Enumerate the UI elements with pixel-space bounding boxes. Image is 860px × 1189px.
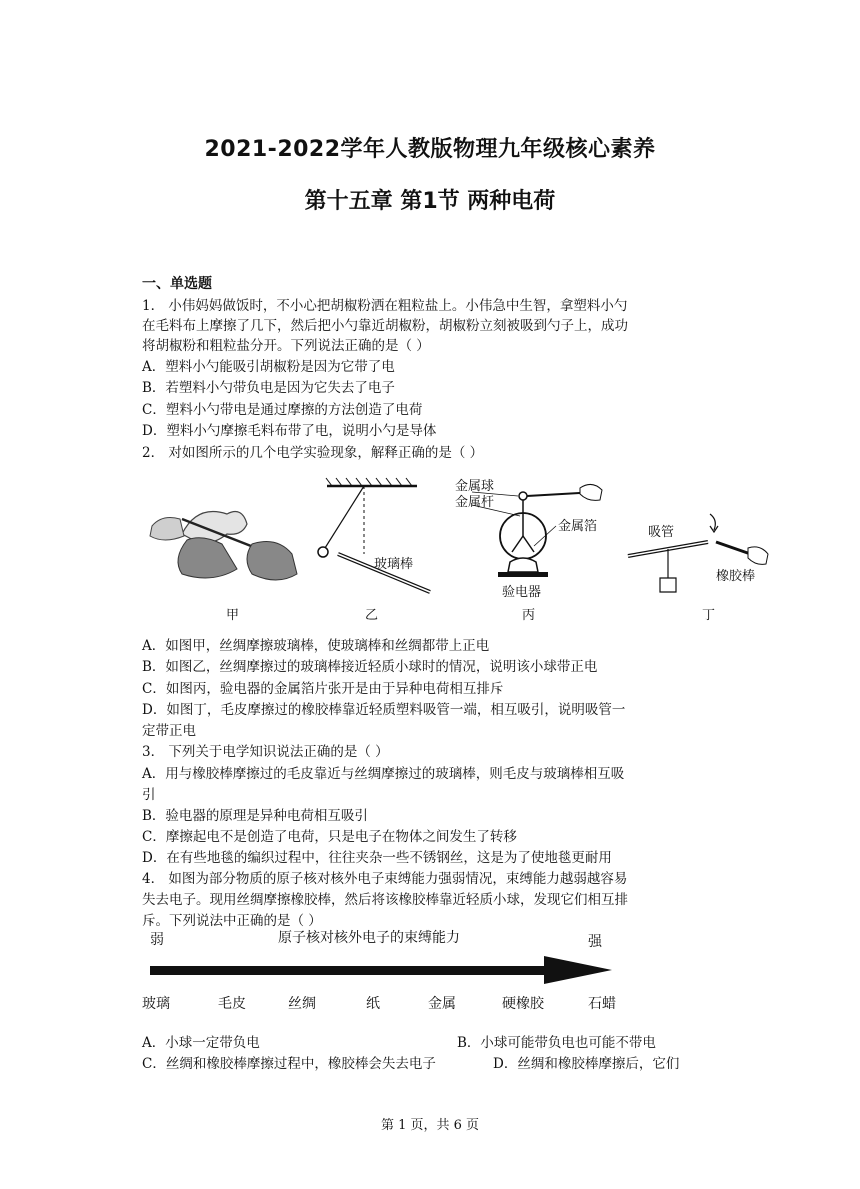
binding-strength-figure <box>142 924 642 1012</box>
document-title: 2021-2022学年人教版物理九年级核心素养 <box>204 137 656 162</box>
label-metal-rod: 金属杆 <box>455 495 495 510</box>
q4-option-d: D．丝绸和橡胶棒摩擦后，它们 <box>493 1056 680 1072</box>
q3-option-c: C．摩擦起电不是创造了电荷，只是电子在物体之间发生了转移 <box>142 829 517 845</box>
label-weak: 弱 <box>150 932 164 948</box>
figure-ding <box>628 514 768 623</box>
label-rubber-rod: 橡胶棒 <box>716 569 756 584</box>
q3-option-a-line-2: 引 <box>142 787 156 803</box>
q2-option-c: C．如图丙，验电器的金属箔片张开是由于异种电荷相互排斥 <box>142 681 504 697</box>
q3-option-a-line-1: A．用与橡胶棒摩擦过的毛皮靠近与丝绸摩擦过的玻璃棒，则毛皮与玻璃棒相互吸 <box>142 766 625 782</box>
q2-experiment-figure <box>142 474 782 626</box>
label-electroscope: 验电器 <box>502 585 542 600</box>
caption-bing: 丙 <box>522 608 536 623</box>
label-straw: 吸管 <box>648 525 675 540</box>
q2-option-a: A．如图甲，丝绸摩擦玻璃棒，使玻璃棒和丝绸都带上正电 <box>142 638 490 654</box>
material-label: 玻璃 <box>142 996 170 1012</box>
label-strong: 强 <box>588 934 602 950</box>
label-metal-ball: 金属球 <box>455 479 495 494</box>
q1-stem-line-1: 1． 小伟妈妈做饭时，不小心把胡椒粉洒在粗粒盐上。小伟急中生智，拿塑料小勺 <box>142 298 628 314</box>
q3-option-d: D．在有些地毯的编织过程中，往往夹杂一些不锈钢丝，这是为了使地毯更耐用 <box>142 850 612 866</box>
q1-stem-line-2: 在毛料布上摩擦了几下，然后把小勺靠近胡椒粉，胡椒粉立刻被吸到勺子上，成功 <box>142 318 628 334</box>
q4-stem-line-2: 失去电子。现用丝绸摩擦橡胶棒，然后将该橡胶棒靠近轻质小球，发现它们相互排 <box>142 892 628 908</box>
figure-jia <box>150 512 297 624</box>
q1-option-c: C．塑料小勺带电是通过摩擦的方法创造了电荷 <box>142 402 423 418</box>
q1-option-d: D．塑料小勺摩擦毛料布带了电，说明小勺是导体 <box>142 423 437 439</box>
q1-option-a: A．塑料小勺能吸引胡椒粉是因为它带了电 <box>142 359 395 375</box>
caption-yi: 乙 <box>365 608 379 623</box>
material-label: 金属 <box>428 996 456 1012</box>
page-footer: 第 1 页，共 6 页 <box>380 1118 480 1133</box>
materials-row <box>142 995 616 1012</box>
q4-stem-line-3: 斥。下列说法中正确的是（ ） <box>142 913 322 929</box>
q2-option-b: B．如图乙，丝绸摩擦过的玻璃棒接近轻质小球时的情况，说明该小球带正电 <box>142 659 598 675</box>
q2-option-d-line-1: D．如图丁，毛皮摩擦过的橡胶棒靠近轻质塑料吸管一端，相互吸引，说明吸管一 <box>142 702 626 718</box>
material-label: 硬橡胶 <box>502 996 544 1012</box>
q3-option-b: B．验电器的原理是异种电荷相互吸引 <box>142 808 368 824</box>
q3-stem: 3． 下列关于电学知识说法正确的是（ ） <box>142 744 389 760</box>
material-label: 毛皮 <box>218 996 246 1012</box>
q1-stem-line-3: 将胡椒粉和粗粒盐分开。下列说法正确的是（ ） <box>142 338 430 354</box>
figure-yi <box>318 478 430 623</box>
q4-option-c: C．丝绸和橡胶棒摩擦过程中，橡胶棒会失去电子 <box>142 1056 436 1072</box>
material-label: 石蜡 <box>588 996 616 1012</box>
label-glass-rod: 玻璃棒 <box>374 557 414 572</box>
q2-stem: 2． 对如图所示的几个电学实验现象，解释正确的是（ ） <box>142 445 484 461</box>
caption-ding: 丁 <box>702 608 716 623</box>
q4-option-a: A．小球一定带负电 <box>142 1035 260 1051</box>
q1-option-b: B．若塑料小勺带负电是因为它失去了电子 <box>142 380 395 396</box>
caption-jia: 甲 <box>226 608 240 623</box>
figure-bing <box>455 478 602 623</box>
q4-stem-line-1: 4． 如图为部分物质的原子核对核外电子束缚能力强弱情况，束缚能力越弱越容易 <box>142 871 628 887</box>
label-metal-foil: 金属箔 <box>558 519 598 534</box>
arrow-label: 原子核对核外电子的束缚能力 <box>278 930 460 946</box>
section-heading: 一、单选题 <box>142 276 212 292</box>
q2-option-d-line-2: 定带正电 <box>142 723 196 739</box>
arrow-head <box>544 956 612 984</box>
q4-option-b: B．小球可能带负电也可能不带电 <box>457 1035 656 1051</box>
arrow-shaft <box>150 966 554 975</box>
material-label: 纸 <box>366 996 380 1012</box>
chapter-subtitle: 第十五章 第1节 两种电荷 <box>304 189 556 214</box>
material-label: 丝绸 <box>288 996 316 1012</box>
